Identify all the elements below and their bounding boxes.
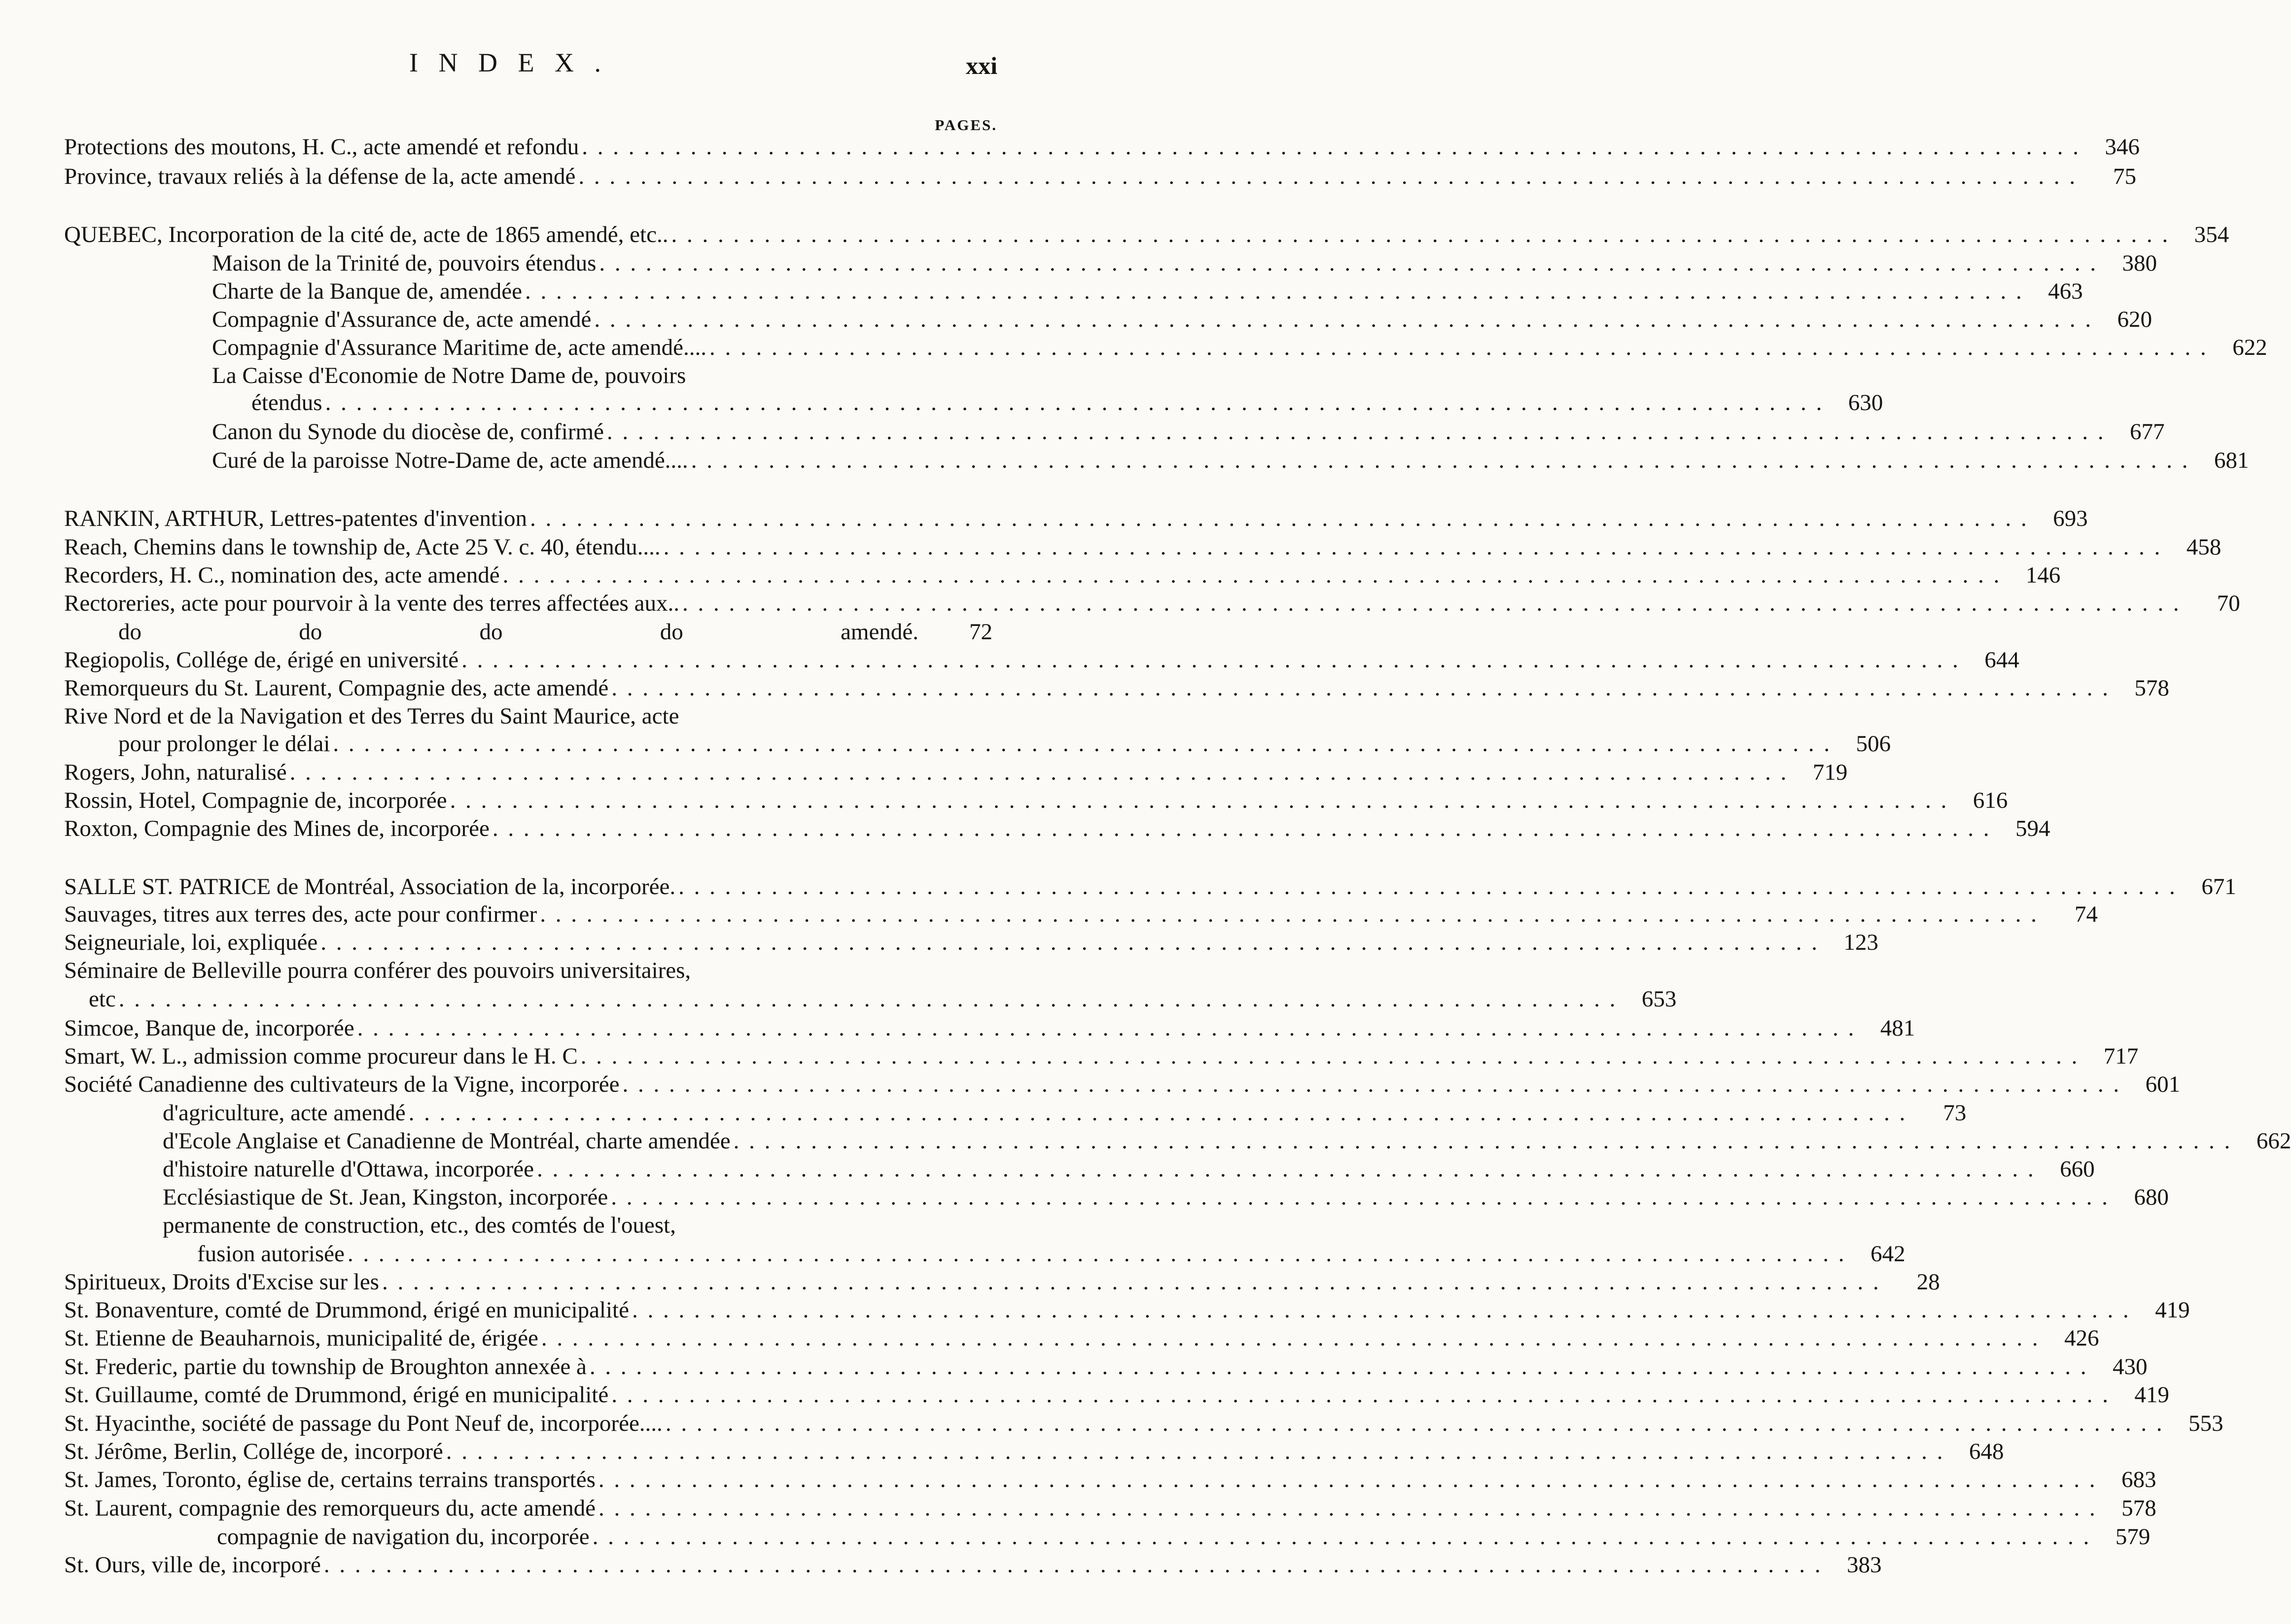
index-entry	[64, 1466, 2156, 1493]
dot-leader: . . . . . . . . . . . . . . . . . . . . . . . . . . . . . . . . . . . . . . . . . . . . . . . . . . . . . . . . . . . . . . . . . . . . . . . . . . . . . . . . . . . . . . . . . . . . . . . . .	[691, 448, 2190, 473]
index-entry	[64, 1268, 1940, 1296]
entry-word: do	[479, 619, 503, 645]
index-entry	[64, 1014, 1915, 1042]
entry-text: étendus	[251, 390, 322, 415]
dot-leader: . . . . . . . . . . . . . . . . . . . . . . . . . . . . . . . . . . . . . . . . . . . . . . . . . . . . . . . . . . . . . . . . . . . . . . . . . . . . . . . . . . . . . . . . . . . . . . . . .	[582, 134, 2080, 160]
dot-leader: . . . . . . . . . . . . . . . . . . . . . . . . . . . . . . . . . . . . . . . . . . . . . . . . . . . . . . . . . . . . . . . . . . . . . . . . . . . . . . . . . . . . . . . . . . . . . . . . .	[580, 1043, 2080, 1069]
entry-text: Maison de la Trinité de, pouvoirs étendus	[212, 250, 597, 276]
entry-text: St. Hyacinthe, société de passage du Pont Neuf de, incorporée....	[64, 1411, 663, 1436]
index-entry	[64, 957, 992, 984]
entry-page-number: 123	[1843, 930, 1878, 955]
dot-leader: . . . . . . . . . . . . . . . . . . . . . . . . . . . . . . . . . . . . . . . . . . . . . . . . . . . . . . . . . . . . . . . . . . . . . . . . . . . . . . . . . . . . . . . . . . . . . . . . .	[540, 901, 2039, 927]
index-entry	[64, 1042, 2139, 1070]
index-entry	[64, 561, 2061, 589]
entry-page-number: 671	[2201, 874, 2236, 899]
entry-text: fusion autorisée	[197, 1241, 345, 1267]
index-entry	[64, 900, 2098, 928]
entry-text: Séminaire de Belleville pourra conférer des pouvoirs universitaires,	[64, 958, 691, 983]
index-entry	[64, 447, 2249, 474]
index-entry	[64, 418, 2165, 446]
dot-leader: . . . . . . . . . . . . . . . . . . . . . . . . . . . . . . . . . . . . . . . . . . . . . . . . . . . . . . . . . . . . . . . . . . . . . . . . . . . . . . . . . . . . . . . . . . . . . . . . .	[529, 506, 2029, 531]
entry-text: Protections des moutons, H. C., acte amendé et refondu	[64, 134, 579, 160]
entry-text: St. Bonaventure, comté de Drummond, érigé en municipalité	[64, 1297, 629, 1323]
index-entry	[64, 1494, 2156, 1522]
entry-text: La Caisse d'Economie de Notre Dame de, pouvoirs	[212, 363, 686, 388]
entry-text: Charte de la Banque de, amendée	[212, 278, 522, 304]
entry-page-number: 481	[1880, 1015, 1915, 1041]
entry-page-number: 719	[1812, 760, 1848, 785]
entry-text: Reach, Chemins dans le township de, Acte 25 V. c. 40, étendu....	[64, 534, 661, 560]
entry-text: Canon du Synode du diocèse de, confirmé	[212, 419, 604, 445]
entry-text: St. Guillaume, comté de Drummond, érigé en municipalité	[64, 1382, 609, 1408]
entry-page-number: 70	[2217, 590, 2240, 616]
dot-leader: . . . . . . . . . . . . . . . . . . . . . . . . . . . . . . . . . . . . . . . . . . . . . . . . . . . . . . . . . . . . . . . . . . . . . . . . . . . . . . . . . . . . . . . . . . . . . . . . .	[541, 1325, 2040, 1351]
index-entry	[64, 1353, 2148, 1381]
index-entry	[64, 163, 2137, 190]
entry-page-number: 601	[2145, 1071, 2181, 1097]
dot-leader: . . . . . . . . . . . . . . . . . . . . . . . . . . . . . . . . . . . . . . . . . . . . . . . . . . . . . . . . . . . . . . . . . . . . . . . . . . . . . . . . . . . . . . . . . . . . . . . . .	[323, 1552, 1823, 1578]
entry-text: St. Ours, ville de, incorporé	[64, 1552, 321, 1578]
dot-leader: . . . . . . . . . . . . . . . . . . . . . . . . . . . . . . . . . . . . . . . . . . . . . . . . . . . . . . . . . . . . . . . . . . . . . . . . . . . . . . . . . . . . . . . . . . . . . . . . .	[594, 307, 2093, 332]
dot-leader: . . . . . . . . . . . . . . . . . . . . . . . . . . . . . . . . . . . . . . . . . . . . . . . . . . . . . . . . . . . . . . . . . . . . . . . . . . . . . . . . . . . . . . . . . . . . . . . . .	[537, 1156, 2036, 1182]
dot-leader: . . . . . . . . . . . . . . . . . . . . . . . . . . . . . . . . . . . . . . . . . . . . . . . . . . . . . . . . . . . . . . . . . . . . . . . . . . . . . . . . . . . . . . . . . . . . . . . . .	[118, 986, 1618, 1012]
entry-word: do	[660, 619, 683, 645]
index-entry	[64, 505, 2088, 532]
dot-leader: . . . . . . . . . . . . . . . . . . . . . . . . . . . . . . . . . . . . . . . . . . . . . . . . . . . . . . . . . . . . . . . . . . . . . . . . . . . . . . . . . . . . . . . . . . . . . . . . .	[599, 250, 2098, 276]
dot-leader: . . . . . . . . . . . . . . . . . . . . . . . . . . . . . . . . . . . . . . . . . . . . . . . . . . . . . . . . . . . . . . . . . . . . . . . . . . . . . . . . . . . . . . . . . . . . . . . . .	[599, 1495, 2097, 1521]
index-entry	[64, 362, 992, 389]
index-entry	[64, 1240, 1905, 1268]
entry-page-number: 683	[2121, 1467, 2156, 1492]
entry-page-number: 146	[2025, 562, 2061, 588]
entry-page-number: 681	[2214, 448, 2249, 473]
entry-text: Remorqueurs du St. Laurent, Compagnie des, acte amendé	[64, 675, 609, 701]
entry-text: Société Canadienne des cultivateurs de la Vigne, incorporée	[64, 1071, 620, 1097]
dot-leader: . . . . . . . . . . . . . . . . . . . . . . . . . . . . . . . . . . . . . . . . . . . . . . . . . . . . . . . . . . . . . . . . . . . . . . . . . . . . . . . . . . . . . . . . . . . . . . . . .	[622, 1071, 2121, 1097]
dot-leader: . . . . . . . . . . . . . . . . . . . . . . . . . . . . . . . . . . . . . . . . . . . . . . . . . . . . . . . . . . . . . . . . . . . . . . . . . . . . . . . . . . . . . . . . . . . . . . . . .	[733, 1128, 2232, 1154]
dot-leader: . . . . . . . . . . . . . . . . . . . . . . . . . . . . . . . . . . . . . . . . . . . . . . . . . . . . . . . . . . . . . . . . . . . . . . . . . . . . . . . . . . . . . . . . . . . . . . . . .	[598, 1467, 2097, 1492]
entry-page-number: 660	[2060, 1156, 2095, 1182]
index-entry	[64, 759, 1848, 786]
entry-text: Province, travaux reliés à la défense de la, acte amendé	[64, 164, 576, 189]
index-entry	[64, 389, 1883, 416]
entry-text: Regiopolis, Collége de, érigé en université	[64, 647, 459, 673]
index-entry	[64, 1211, 992, 1239]
entry-page-number: 506	[1856, 731, 1891, 757]
entry-page-number: 72	[969, 619, 992, 645]
entry-page-number: 426	[2064, 1325, 2099, 1351]
entry-text: permanente de construction, etc., des comtés de l'ouest,	[163, 1212, 676, 1238]
entry-page-number: 74	[2074, 901, 2098, 927]
entry-page-number: 648	[1969, 1439, 2004, 1464]
index-entry	[64, 702, 992, 730]
entry-text: RANKIN, ARTHUR, Lettres-patentes d'invention	[64, 506, 527, 531]
dot-leader: . . . . . . . . . . . . . . . . . . . . . . . . . . . . . . . . . . . . . . . . . . . . . . . . . . . . . . . . . . . . . . . . . . . . . . . . . . . . . . . . . . . . . . . . . . . . . . . . .	[525, 278, 2024, 304]
dot-leader: . . . . . . . . . . . . . . . . . . . . . . . . . . . . . . . . . . . . . . . . . . . . . . . . . . . . . . . . . . . . . . . . . . . . . . . . . . . . . . . . . . . . . . . . . . . . . . . . .	[502, 562, 2002, 588]
entry-page-number: 677	[2130, 419, 2165, 445]
entry-text: SALLE ST. PATRICE de Montréal, Association de la, incorporée.	[64, 874, 676, 899]
index-entry	[64, 1071, 2181, 1098]
entry-text: St. James, Toronto, église de, certains terrains transportés	[64, 1467, 596, 1492]
dot-leader: . . . . . . . . . . . . . . . . . . . . . . . . . . . . . . . . . . . . . . . . . . . . . . . . . . . . . . . . . . . . . . . . . . . . . . . . . . . . . . . . . . . . . . . . . . . . . . . . .	[578, 164, 2078, 189]
entry-text: Rogers, John, naturalisé	[64, 760, 287, 785]
index-entry	[64, 1324, 2099, 1352]
dot-leader: . . . . . . . . . . . . . . . . . . . . . . . . . . . . . . . . . . . . . . . . . . . . . . . . . . . . . . . . . . . . . . . . . . . . . . . . . . . . . . . . . . . . . . . . . . . . . . . . .	[663, 534, 2162, 560]
index-entry	[64, 1523, 2150, 1551]
index-entry	[64, 1127, 2291, 1155]
index-entry	[64, 221, 2229, 248]
dot-leader: . . . . . . . . . . . . . . . . . . . . . . . . . . . . . . . . . . . . . . . . . . . . . . . . . . . . . . . . . . . . . . . . . . . . . . . . . . . . . . . . . . . . . . . . . . . . . . . . .	[682, 590, 2181, 616]
entry-text: Roxton, Compagnie des Mines de, incorporée	[64, 816, 490, 841]
entry-text: Rectoreries, acte pour pourvoir à la vente des terres affectées aux..	[64, 590, 679, 616]
dot-leader: . . . . . . . . . . . . . . . . . . . . . . . . . . . . . . . . . . . . . . . . . . . . . . . . . . . . . . . . . . . . . . . . . . . . . . . . . . . . . . . . . . . . . . . . . . . . . . . . .	[333, 731, 1832, 757]
dot-leader: . . . . . . . . . . . . . . . . . . . . . . . . . . . . . . . . . . . . . . . . . . . . . . . . . . . . . . . . . . . . . . . . . . . . . . . . . . . . . . . . . . . . . . . . . . . . . . . . .	[347, 1241, 1846, 1267]
index-entry	[64, 306, 2152, 333]
page-number: xxi	[966, 52, 997, 79]
entry-text: Spiritueux, Droits d'Excise sur les	[64, 1269, 379, 1295]
index-entry	[64, 730, 1891, 758]
entry-page-number: 73	[1943, 1100, 1967, 1126]
dot-leader: . . . . . . . . . . . . . . . . . . . . . . . . . . . . . . . . . . . . . . . . . . . . . . . . . . . . . . . . . . . . . . . . . . . . . . . . . . . . . . . . . . . . . . . . . . . . . . . . .	[382, 1269, 1881, 1295]
index-entry	[64, 1155, 2095, 1183]
entry-word: do	[299, 619, 322, 645]
dot-leader: . . . . . . . . . . . . . . . . . . . . . . . . . . . . . . . . . . . . . . . . . . . . . . . . . . . . . . . . . . . . . . . . . . . . . . . . . . . . . . . . . . . . . . . . . . . . . . . . .	[446, 1439, 1945, 1464]
entry-page-number: 630	[1848, 390, 1883, 415]
index-entry	[64, 277, 2083, 305]
entry-text: Seigneuriale, loi, expliquée	[64, 930, 318, 955]
entry-text: Smart, W. L., admission comme procureur dans le H. C	[64, 1043, 578, 1069]
entry-page-number: 578	[2134, 675, 2169, 701]
entry-text: St. Jérôme, Berlin, Collége de, incorporé	[64, 1439, 443, 1464]
entry-page-number: 642	[1870, 1241, 1905, 1267]
index-entry	[64, 1410, 2223, 1437]
index-entry	[64, 1551, 1882, 1579]
entry-page-number: 28	[1916, 1269, 1940, 1295]
index-entry	[64, 618, 992, 646]
index-entry	[64, 873, 2236, 900]
entry-page-number: 383	[1847, 1552, 1882, 1578]
dot-leader: . . . . . . . . . . . . . . . . . . . . . . . . . . . . . . . . . . . . . . . . . . . . . . . . . . . . . . . . . . . . . . . . . . . . . . . . . . . . . . . . . . . . . . . . . . . . . . . . .	[665, 1411, 2164, 1436]
entry-page-number: 579	[2115, 1524, 2150, 1550]
entry-text: Rossin, Hotel, Compagnie de, incorporée	[64, 788, 447, 813]
dot-leader: . . . . . . . . . . . . . . . . . . . . . . . . . . . . . . . . . . . . . . . . . . . . . . . . . . . . . . . . . . . . . . . . . . . . . . . . . . . . . . . . . . . . . . . . . . . . . . . . .	[289, 760, 1789, 785]
dot-leader: . . . . . . . . . . . . . . . . . . . . . . . . . . . . . . . . . . . . . . . . . . . . . . . . . . . . . . . . . . . . . . . . . . . . . . . . . . . . . . . . . . . . . . . . . . . . . . . . .	[606, 419, 2106, 445]
dot-leader: . . . . . . . . . . . . . . . . . . . . . . . . . . . . . . . . . . . . . . . . . . . . . . . . . . . . . . . . . . . . . . . . . . . . . . . . . . . . . . . . . . . . . . . . . . . . . . . . .	[450, 788, 1949, 813]
entry-page-number: 616	[1973, 788, 2008, 813]
entry-page-number: 75	[2113, 164, 2137, 189]
entry-text: St. Etienne de Beauharnois, municipalité de, érigée	[64, 1325, 538, 1351]
index-entry	[64, 249, 2157, 277]
dot-leader: . . . . . . . . . . . . . . . . . . . . . . . . . . . . . . . . . . . . . . . . . . . . . . . . . . . . . . . . . . . . . . . . . . . . . . . . . . . . . . . . . . . . . . . . . . . . . . . . .	[611, 675, 2110, 701]
entry-page-number: 346	[2105, 134, 2140, 160]
entry-text	[118, 618, 938, 646]
entry-page-number: 644	[1984, 647, 2019, 673]
entry-page-number: 594	[2015, 816, 2050, 841]
dot-leader: . . . . . . . . . . . . . . . . . . . . . . . . . . . . . . . . . . . . . . . . . . . . . . . . . . . . . . . . . . . . . . . . . . . . . . . . . . . . . . . . . . . . . . . . . . . . . . . . .	[320, 930, 1819, 955]
entry-text: St. Laurent, compagnie des remorqueurs du, acte amendé	[64, 1495, 596, 1521]
dot-leader: . . . . . . . . . . . . . . . . . . . . . . . . . . . . . . . . . . . . . . . . . . . . . . . . . . . . . . . . . . . . . . . . . . . . . . . . . . . . . . . . . . . . . . . . . . . . . . . . .	[589, 1354, 2088, 1380]
entry-page-number: 380	[2122, 250, 2157, 276]
dot-leader: . . . . . . . . . . . . . . . . . . . . . . . . . . . . . . . . . . . . . . . . . . . . . . . . . . . . . . . . . . . . . . . . . . . . . . . . . . . . . . . . . . . . . . . . . . . . . . . . .	[678, 874, 2177, 899]
entry-text: Rive Nord et de la Navigation et des Terres du Saint Maurice, acte	[64, 703, 679, 729]
entry-text: Compagnie d'Assurance Maritime de, acte amendé....	[212, 335, 706, 360]
dot-leader: . . . . . . . . . . . . . . . . . . . . . . . . . . . . . . . . . . . . . . . . . . . . . . . . . . . . . . . . . . . . . . . . . . . . . . . . . . . . . . . . . . . . . . . . . . . . . . . . .	[611, 1382, 2110, 1408]
dot-leader: . . . . . . . . . . . . . . . . . . . . . . . . . . . . . . . . . . . . . . . . . . . . . . . . . . . . . . . . . . . . . . . . . . . . . . . . . . . . . . . . . . . . . . . . . . . . . . . . .	[408, 1100, 1907, 1126]
index-entry	[64, 1099, 1967, 1127]
index-entry	[64, 1183, 2169, 1211]
index-entry	[64, 1438, 2004, 1465]
entry-text: St. Frederic, partie du township de Broughton annexée à	[64, 1354, 587, 1380]
entry-text: Ecclésiastique de St. Jean, Kingston, incorporée	[163, 1184, 608, 1210]
index-entry	[64, 929, 1878, 956]
entry-page-number: 354	[2194, 222, 2229, 247]
index-entry	[64, 1381, 2169, 1409]
dot-leader: . . . . . . . . . . . . . . . . . . . . . . . . . . . . . . . . . . . . . . . . . . . . . . . . . . . . . . . . . . . . . . . . . . . . . . . . . . . . . . . . . . . . . . . . . . . . . . . . .	[671, 222, 2170, 247]
dot-leader: . . . . . . . . . . . . . . . . . . . . . . . . . . . . . . . . . . . . . . . . . . . . . . . . . . . . . . . . . . . . . . . . . . . . . . . . . . . . . . . . . . . . . . . . . . . . . . . . .	[325, 390, 1824, 415]
entry-page-number: 653	[1642, 986, 1677, 1012]
entry-page-number: 458	[2186, 534, 2221, 560]
entry-page-number: 578	[2121, 1495, 2156, 1521]
entry-text: QUEBEC, Incorporation de la cité de, acte de 1865 amendé, etc..	[64, 222, 669, 247]
entry-page-number: 693	[2053, 506, 2088, 531]
dot-leader: . . . . . . . . . . . . . . . . . . . . . . . . . . . . . . . . . . . . . . . . . . . . . . . . . . . . . . . . . . . . . . . . . . . . . . . . . . . . . . . . . . . . . . . . . . . . . . . . .	[492, 816, 1991, 841]
page-title: I N D E X .	[409, 48, 608, 77]
dot-leader: . . . . . . . . . . . . . . . . . . . . . . . . . . . . . . . . . . . . . . . . . . . . . . . . . . . . . . . . . . . . . . . . . . . . . . . . . . . . . . . . . . . . . . . . . . . . . . . . .	[357, 1015, 1856, 1041]
entry-page-number: 430	[2113, 1354, 2148, 1380]
index-entry	[64, 985, 1677, 1013]
index-entry	[64, 815, 2050, 842]
index-entry	[64, 334, 2267, 361]
entry-text: d'Ecole Anglaise et Canadienne de Montréal, charte amendée	[163, 1128, 731, 1154]
index-entry	[64, 787, 2008, 814]
entry-page-number: 463	[2048, 278, 2083, 304]
entry-word: amendé.	[841, 619, 918, 645]
entry-word: do	[118, 619, 141, 645]
entry-page-number: 553	[2188, 1411, 2223, 1436]
entry-text: pour prolonger le délai	[118, 731, 330, 757]
entry-page-number: 419	[2155, 1297, 2190, 1323]
index-entry	[64, 646, 2019, 674]
index-entry	[64, 533, 2221, 561]
pages-column-label: PAGES.	[935, 116, 997, 134]
entry-page-number: 717	[2103, 1043, 2139, 1069]
entry-page-number: 680	[2134, 1184, 2169, 1210]
entry-text: Recorders, H. C., nomination des, acte amendé	[64, 562, 500, 588]
dot-leader: . . . . . . . . . . . . . . . . . . . . . . . . . . . . . . . . . . . . . . . . . . . . . . . . . . . . . . . . . . . . . . . . . . . . . . . . . . . . . . . . . . . . . . . . . . . . . . . . .	[709, 335, 2208, 360]
entry-text: etc	[89, 986, 116, 1012]
dot-leader: . . . . . . . . . . . . . . . . . . . . . . . . . . . . . . . . . . . . . . . . . . . . . . . . . . . . . . . . . . . . . . . . . . . . . . . . . . . . . . . . . . . . . . . . . . . . . . . . .	[461, 647, 1960, 673]
entry-text: Simcoe, Banque de, incorporée	[64, 1015, 354, 1041]
dot-leader: . . . . . . . . . . . . . . . . . . . . . . . . . . . . . . . . . . . . . . . . . . . . . . . . . . . . . . . . . . . . . . . . . . . . . . . . . . . . . . . . . . . . . . . . . . . . . . . . .	[611, 1184, 2110, 1210]
index-entry	[64, 1296, 2190, 1324]
entry-page-number: 662	[2256, 1128, 2291, 1154]
index-entry	[64, 133, 2140, 161]
entry-page-number: 622	[2232, 335, 2267, 360]
entry-text: compagnie de navigation du, incorporée	[217, 1524, 590, 1550]
index-entry	[64, 589, 2240, 617]
dot-leader: . . . . . . . . . . . . . . . . . . . . . . . . . . . . . . . . . . . . . . . . . . . . . . . . . . . . . . . . . . . . . . . . . . . . . . . . . . . . . . . . . . . . . . . . . . . . . . . . .	[592, 1524, 2091, 1550]
entry-text: d'histoire naturelle d'Ottawa, incorporée	[163, 1156, 534, 1182]
entry-page-number: 419	[2134, 1382, 2169, 1408]
entry-text: d'agriculture, acte amendé	[163, 1100, 406, 1126]
entry-text: Compagnie d'Assurance de, acte amendé	[212, 307, 592, 332]
dot-leader: . . . . . . . . . . . . . . . . . . . . . . . . . . . . . . . . . . . . . . . . . . . . . . . . . . . . . . . . . . . . . . . . . . . . . . . . . . . . . . . . . . . . . . . . . . . . . . . . .	[632, 1297, 2131, 1323]
index-entry	[64, 674, 2169, 702]
entry-text: Sauvages, titres aux terres des, acte pour confirmer	[64, 901, 537, 927]
entry-page-number: 620	[2117, 307, 2152, 332]
entry-text: Curé de la paroisse Notre-Dame de, acte amendé....	[212, 448, 688, 473]
